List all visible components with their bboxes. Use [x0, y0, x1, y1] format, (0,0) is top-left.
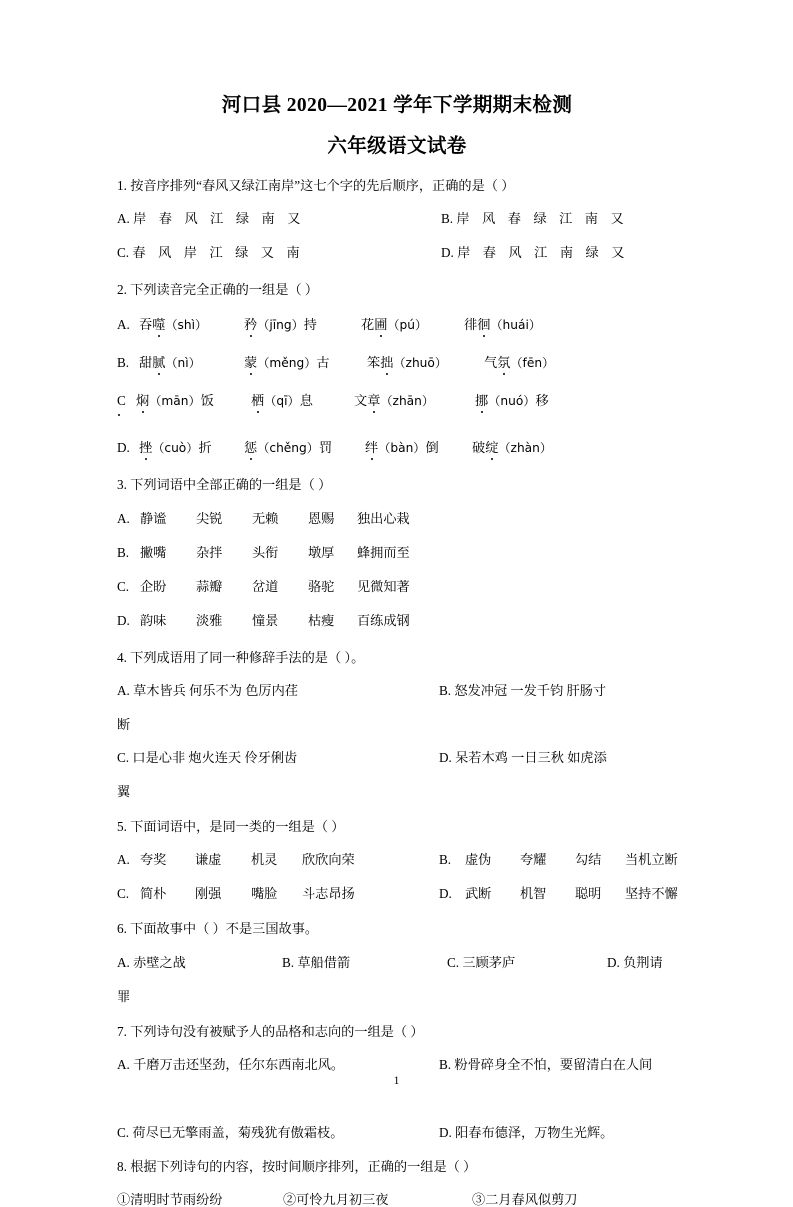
option-5-D-label: D. [439, 886, 452, 902]
question-7-options-row-2 [117, 1126, 677, 1140]
option-3-B-label: B. [117, 544, 130, 560]
question-4-options-row-2 [117, 751, 677, 765]
question-3-option-D[interactable] [117, 614, 677, 628]
question-4-stem: 4. 下列成语用了同一种修辞手法的是（ ）。 [117, 649, 365, 665]
question-6-options-row [117, 956, 677, 970]
option-5-A-label: A. [117, 852, 130, 868]
option-2-B-item-1: 甜腻（nì） [139, 355, 201, 371]
option-3-B-word-2: 杂拌 [196, 544, 223, 560]
option-4-A[interactable]: A. 草木皆兵 何乐不为 色厉内荏 [117, 682, 298, 698]
option-6-B[interactable]: B. 草船借箭 [282, 954, 351, 970]
option-4-C[interactable]: C. 口是心非 炮火连天 伶牙俐齿 [117, 750, 298, 766]
option-2-B-item-3: 笨拙（zhuō） [367, 355, 448, 371]
option-1-A[interactable]: A. 岸 春 风 江 绿 南 又 [117, 211, 306, 227]
question-7-stem: 7. 下列诗句没有被赋予人的品格和志向的一组是（ ） [117, 1023, 424, 1039]
question-5-options-row-1 [117, 853, 677, 867]
option-3-D-word-2: 淡雅 [196, 612, 223, 628]
question-3-stem: 3. 下列词语中全部正确的一组是（ ） [117, 477, 332, 493]
option-2-D-item-4: 破绽（zhàn） [472, 440, 553, 456]
question-2-option-B[interactable] [117, 356, 677, 370]
option-2-D-item-2: 惩（chěng）罚 [244, 440, 333, 456]
option-2-B-label: B. [117, 355, 130, 371]
question-3-option-B[interactable] [117, 546, 677, 560]
page-number: 1 [393, 1075, 400, 1087]
option-2-C-label: C [117, 393, 126, 409]
option-5-C-word-4: 斗志昂扬 [302, 886, 355, 902]
option-5-A-word-2: 谦虚 [195, 852, 222, 868]
option-6-C[interactable]: C. 三顾茅庐 [447, 954, 516, 970]
question-2-option-D[interactable] [117, 441, 677, 455]
question-6-stem: 6. 下面故事中（ ）不是三国故事。 [117, 921, 319, 937]
option-3-D-word-4: 枯瘦 [308, 612, 335, 628]
option-2-A-item-1: 吞噬（shì） [139, 317, 208, 333]
option-3-D-word-3: 憧景 [252, 612, 279, 628]
option-4-B-wrap: 断 [117, 716, 131, 732]
option-3-A-word-1: 静谧 [140, 510, 167, 526]
option-6-D[interactable]: D. 负荆请 [607, 954, 663, 970]
option-5-D-word-3: 聪明 [575, 886, 602, 902]
question-4-options-row-1 [117, 684, 677, 698]
option-2-A-label: A. [117, 317, 130, 333]
option-2-C-item-2: 栖（qī）息 [251, 393, 313, 409]
option-2-C-item-4: 挪（nuó）移 [475, 393, 549, 409]
option-3-D-label: D. [117, 612, 130, 628]
option-5-B-word-4: 当机立断 [625, 852, 678, 868]
question-3-option-C[interactable] [117, 580, 677, 594]
question-8-item-1: ①清明时节雨纷纷 [117, 1192, 223, 1207]
question-1-stem: 1. 按音序排列“春风又绿江南岸”这七个字的先后顺序，正确的是（ ） [117, 178, 515, 193]
option-5-C-word-1: 简朴 [140, 886, 167, 902]
option-3-B-word-1: 撇嘴 [140, 544, 167, 560]
option-6-A[interactable]: A. 赤壁之战 [117, 954, 186, 970]
option-7-A[interactable]: A. 千磨万击还坚劲，任尔东西南北风。 [117, 1057, 345, 1073]
page-content [117, 0, 677, 1207]
option-7-B[interactable]: B. 粉骨碎身全不怕，要留清白在人间 [439, 1057, 653, 1073]
title-block [117, 0, 677, 156]
option-6-D-wrap: 罪 [117, 988, 131, 1004]
question-8-stem: 8. 根据下列诗句的内容，按时间顺序排列，正确的一组是（ ） [117, 1159, 477, 1175]
option-2-A-item-3: 花圃（pú） [361, 317, 428, 333]
question-2-option-A[interactable] [117, 318, 677, 332]
option-3-A-word-4: 恩赐 [308, 510, 335, 526]
option-3-C-word-1: 企盼 [140, 578, 167, 594]
option-4-D-wrap: 翼 [117, 784, 131, 800]
option-3-A-label: A. [117, 510, 130, 526]
question-8-items-row [117, 1193, 677, 1207]
option-2-C-item-3: 文章（zhān） [354, 393, 435, 409]
option-5-C-label: C. [117, 886, 130, 902]
option-5-A-word-3: 机灵 [251, 852, 278, 868]
option-2-D-label: D. [117, 440, 130, 456]
question-1-options-row-1 [117, 212, 677, 226]
option-5-B-word-1: 虚伪 [465, 852, 492, 868]
option-2-B-item-4: 气氛（fēn） [484, 355, 555, 371]
option-2-C-item-1: 焖（mān）饭 [136, 393, 214, 409]
option-3-B-word-3: 头衔 [252, 544, 279, 560]
option-3-B-word-4: 墩厚 [308, 544, 335, 560]
option-4-D[interactable]: D. 呆若木鸡 一日三秋 如虎添 [439, 750, 607, 766]
question-1-options-row-2 [117, 246, 677, 260]
option-3-C-word-5: 见微知著 [357, 578, 410, 594]
option-5-C-word-2: 刚强 [195, 886, 222, 902]
option-3-C-word-4: 骆驼 [308, 578, 335, 594]
page-title: 河口县 2020—2021 学年下学期期末检测 [221, 95, 573, 116]
option-3-D-word-5: 百练成钢 [357, 612, 410, 628]
option-5-B-word-2: 夸耀 [520, 852, 547, 868]
option-7-D[interactable]: D. 阳春布德泽，万物生光辉。 [439, 1125, 614, 1141]
option-3-B-word-5: 蜂拥而至 [357, 544, 410, 560]
option-5-B-label: B. [439, 852, 452, 868]
question-5-stem: 5. 下面词语中，是同一类的一组是（ ） [117, 819, 345, 835]
option-1-C[interactable]: C. 春 风 岸 江 绿 又 南 [117, 245, 305, 261]
option-2-A-item-2: 矜（jīng）持 [244, 317, 317, 333]
option-3-A-word-2: 尖锐 [196, 510, 223, 526]
option-3-D-word-1: 韵味 [140, 612, 167, 628]
option-5-D-word-2: 机智 [520, 886, 547, 902]
question-2-stem: 2. 下列读音完全正确的一组是（ ） [117, 282, 319, 298]
option-3-C-word-3: 岔道 [252, 578, 279, 594]
option-1-B[interactable]: B. 岸 风 春 绿 江 南 又 [441, 211, 629, 227]
option-5-B-word-3: 勾结 [575, 852, 602, 868]
option-3-A-word-5: 独出心栽 [357, 510, 410, 526]
page-subtitle: 六年级语文试卷 [327, 135, 467, 157]
option-3-A-word-3: 无赖 [252, 510, 279, 526]
option-5-D-word-1: 武断 [465, 886, 492, 902]
option-2-D-item-3: 绊（bàn）倒 [365, 440, 439, 456]
option-2-D-item-1: 挫（cuò）折 [139, 440, 212, 456]
question-5-options-row-2 [117, 887, 677, 901]
option-3-C-label: C. [117, 578, 130, 594]
option-5-D-word-4: 坚持不懈 [625, 886, 678, 902]
option-4-B[interactable]: B. 怒发冲冠 一发千钧 肝肠寸 [439, 682, 607, 698]
option-5-C-word-3: 嘴脸 [251, 886, 278, 902]
question-7-options-row-1 [117, 1058, 677, 1072]
question-8-item-2: ②可怜九月初三夜 [283, 1192, 389, 1207]
question-2-option-C[interactable] [117, 394, 677, 408]
question-3-option-A[interactable] [117, 512, 677, 526]
option-1-D[interactable]: D. 岸 春 风 江 南 绿 又 [441, 245, 630, 261]
option-2-B-item-2: 蒙（měng）古 [244, 355, 330, 371]
option-2-A-item-4: 徘徊（huái） [464, 317, 542, 333]
option-7-C[interactable]: C. 荷尽已无擎雨盖，菊残犹有傲霜枝。 [117, 1125, 344, 1141]
option-5-A-word-4: 欣欣向荣 [302, 852, 355, 868]
question-8-item-3: ③二月春风似剪刀 [472, 1192, 578, 1207]
option-5-A-word-1: 夸奖 [140, 852, 167, 868]
option-3-C-word-2: 蒜瓣 [196, 578, 223, 594]
